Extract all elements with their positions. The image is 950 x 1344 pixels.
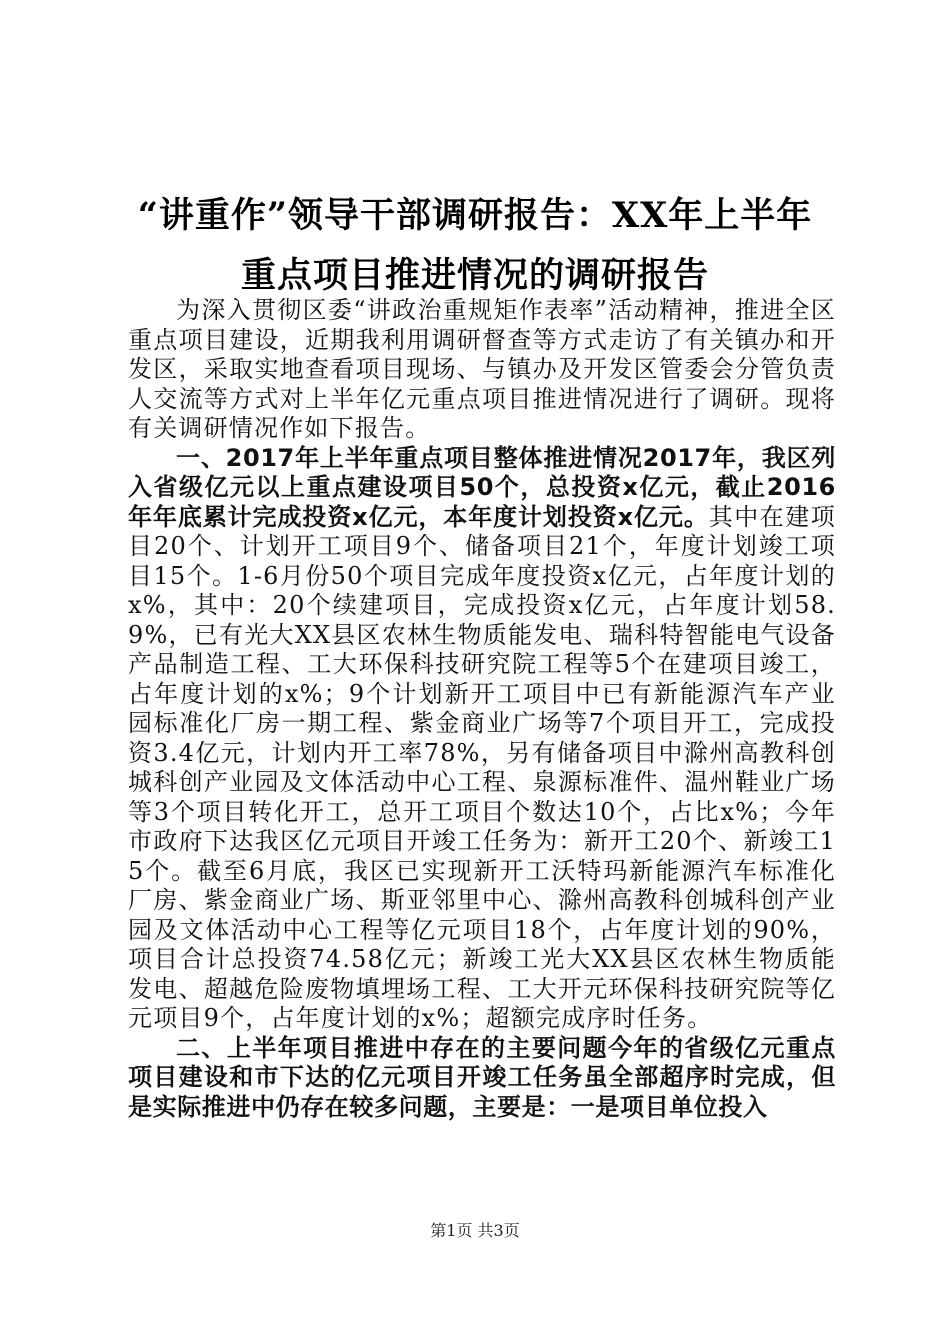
paragraph-intro [128, 296, 836, 444]
paragraph-intro-text: 为深入贯彻区委“讲政治重规矩作表率”活动精神，推进全区重点项目建设，近期我利用调研督查等方式走访了有关镇办和开发区，采取实地查看项目现场、与镇办及开发区管委会分管负责人交流等方式对上半年亿元重点项目推进情况进行了调研。现将有关调研情况作如下报告。 [128, 296, 836, 442]
section-one-text: 其中在建项目20个、计划开工项目9个、储备项目21个，年度计划竣工项目15个。1-6月份50个项目完成年度投资x亿元，占年度计划的x%，其中：20个续建项目，完成投资x亿元，占年度计划58.9%，已有光大XX县区农林生物质能发电、瑞科特智能电气设备产品制造工程、工大环保科技研究院工程等5个在建项目竣工，占年度计划的x%；9个计划新开工项目中已有新能源汽车产业园标准化厂房一期工程、紫金商业广场等7个项目开工，完成投资3.4亿元，计划内开工率78%，另有储备项目中滁州高教科创城科创产业园及文体活动中心工程、泉源标准件、温州鞋业广场等3个项目转化开工，总开工项目个数达10个，占比x%；今年市政府下达我区亿元项目开竣工任务为：新开工20个、新竣工15个。截至6月底，我区已实现新开工沃特玛新能源汽车标准化厂房、紫金商业广场、斯亚邻里中心、滁州高教科创城科创产业园及文体活动中心工程等亿元项目18个，占年度计划的90%，项目合计总投资74.58亿元；新竣工光大XX县区农林生物质能发电、超越危险废物填埋场工程、工大开元环保科技研究院等亿元项目9个，占年度计划的x%；超额完成序时任务。 [128, 502, 836, 1032]
paragraph-section-two [128, 1034, 836, 1123]
page-number-label: 第1页 共3页 [430, 1221, 520, 1240]
section-one-heading: 一、2017年上半年重点项目整体推进情况2017年，我区列入省级亿元以上重点建设项目50个，总投资x亿元，截止2016年年底累计完成投资x亿元，本年度计划投资x亿元。 [128, 443, 836, 531]
document-body [128, 296, 836, 1122]
section-two-heading: 二、上半年项目推进中存在的主要问题今年的省级亿元重点项目建设和市下达的亿元项目开竣工任务虽全部超序时完成，但是实际推进中仍存在较多问题，主要是：一是项目单位投入 [128, 1033, 836, 1121]
document-title-line2: 重点项目推进情况的调研报告 [240, 255, 709, 296]
paragraph-section-one [128, 444, 836, 1034]
document-title-line1: “讲重作”领导干部调研报告：XX年上半年 [137, 195, 813, 236]
page-footer [0, 1218, 950, 1241]
